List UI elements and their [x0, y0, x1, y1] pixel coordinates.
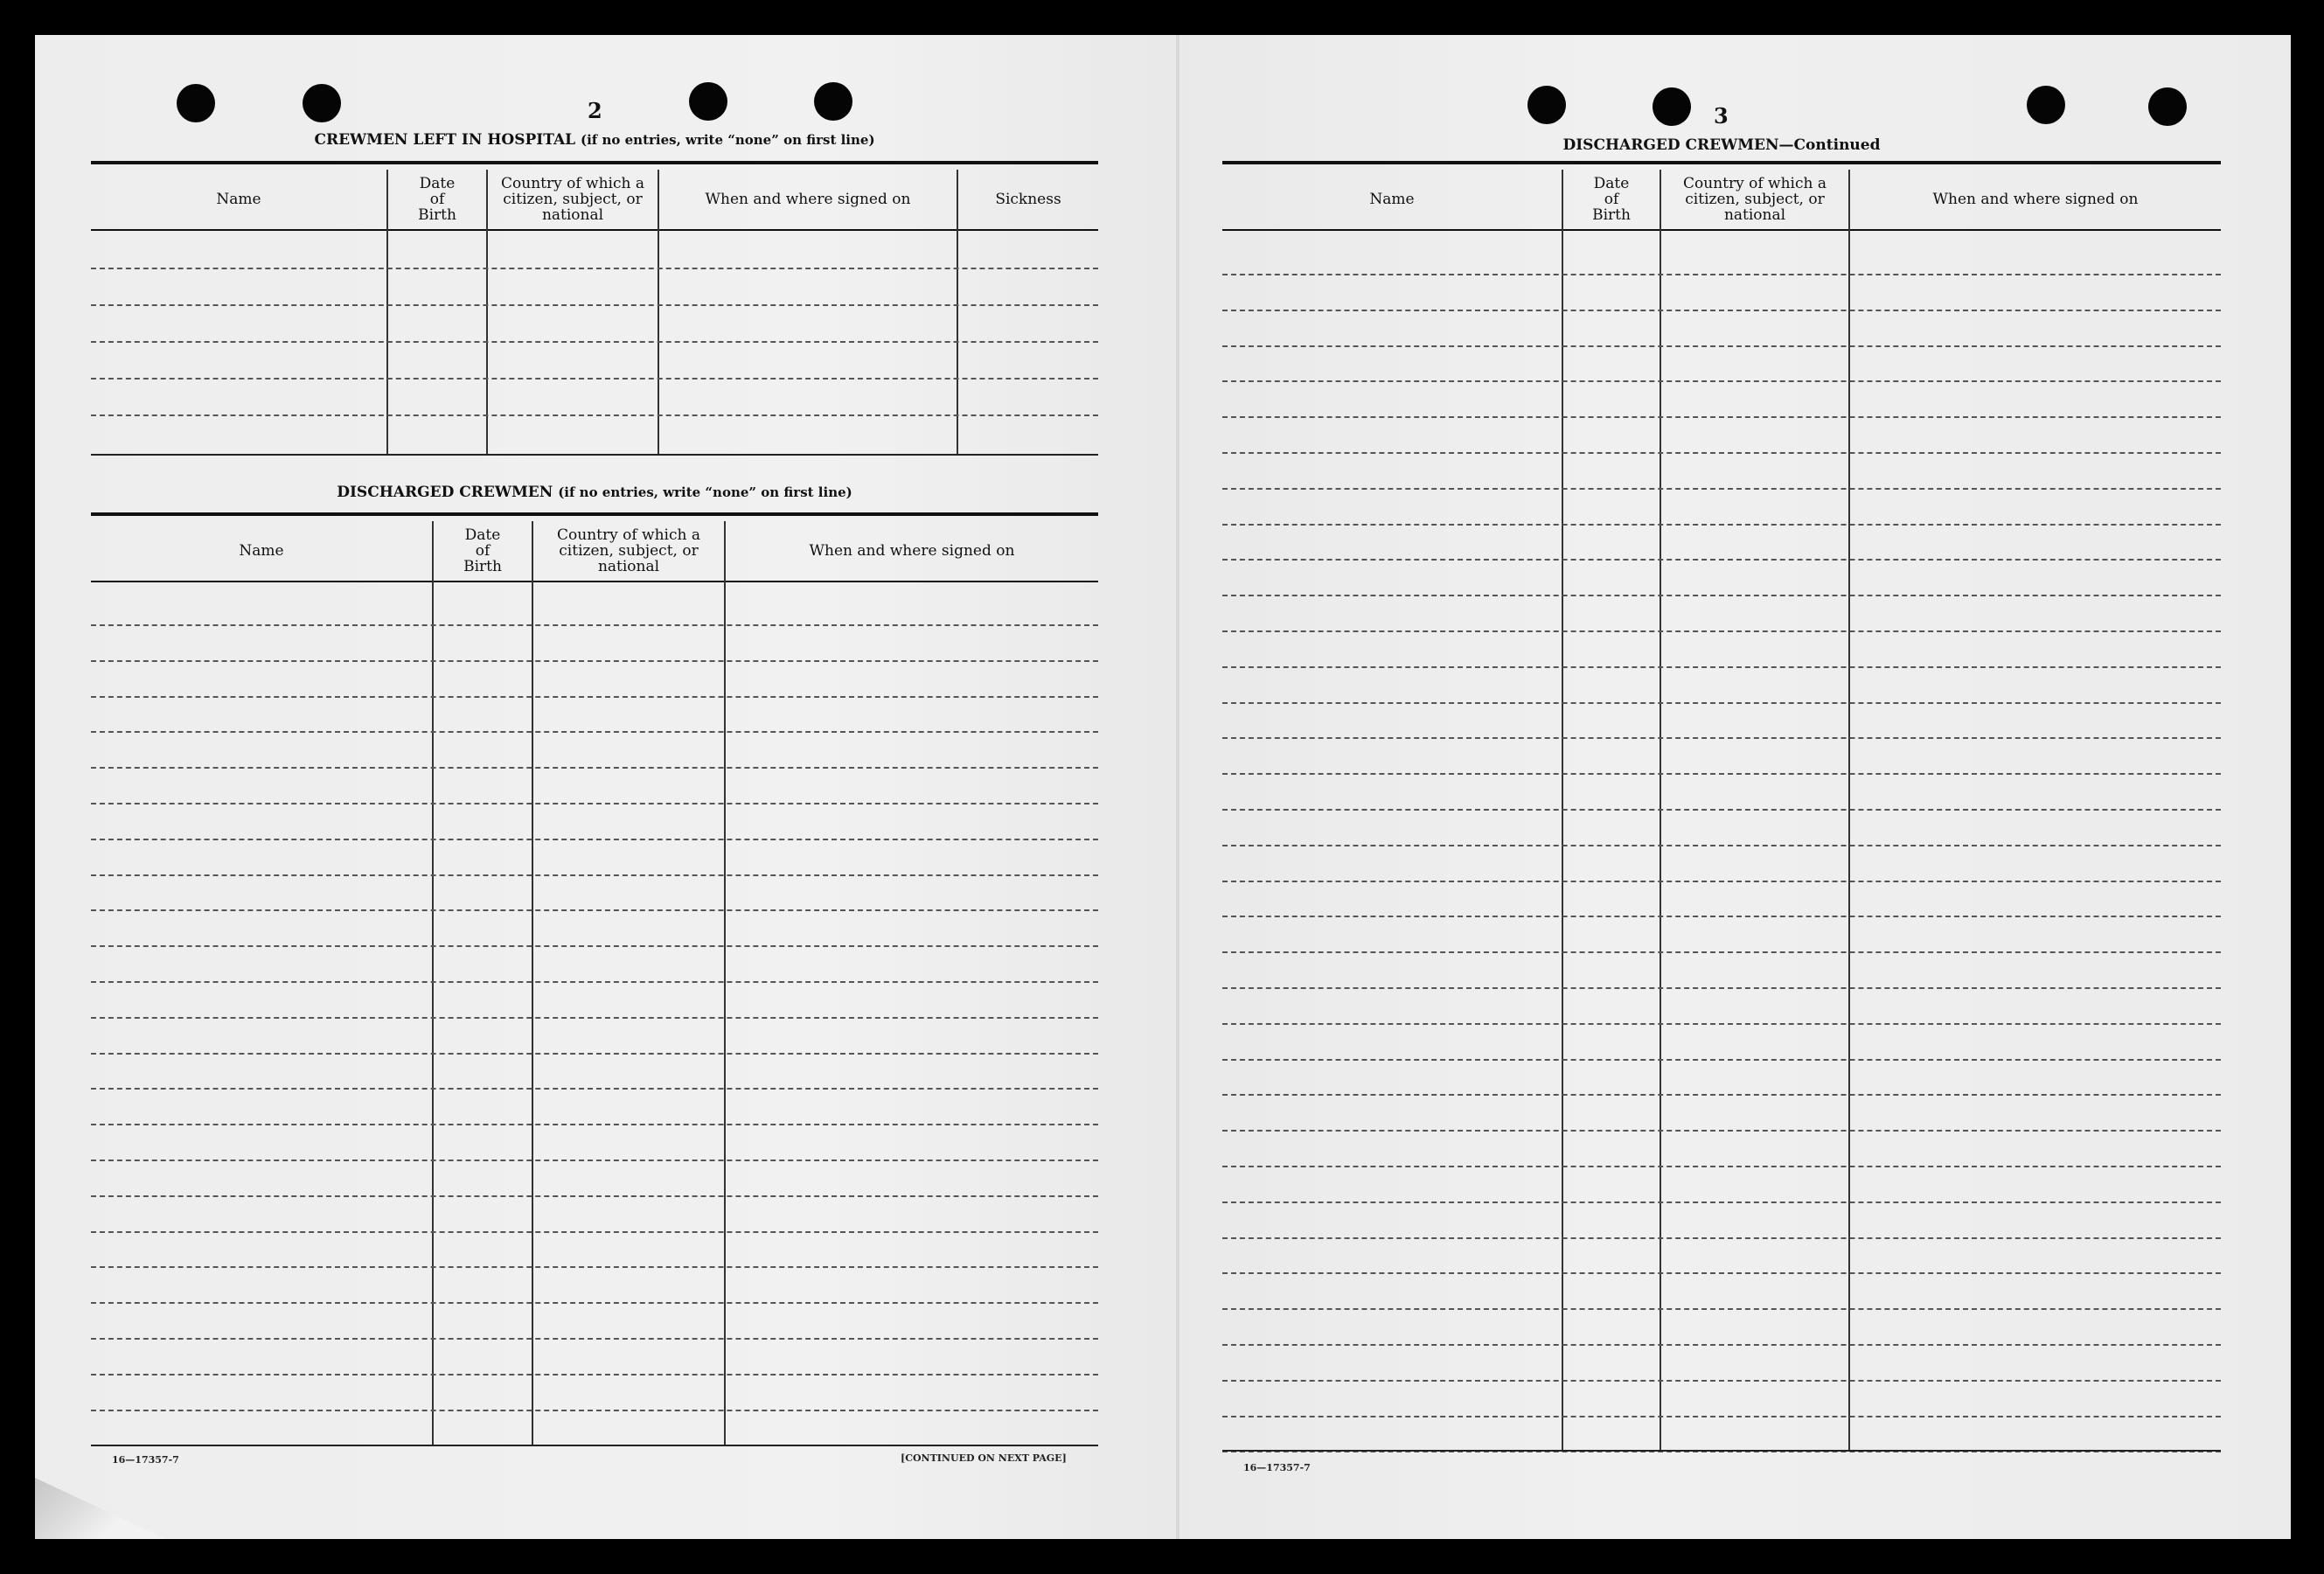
entry-line [1222, 1272, 2221, 1274]
entry-line [91, 874, 1098, 876]
entry-line [1222, 737, 2221, 739]
punch-hole [1653, 87, 1691, 126]
entry-line [91, 767, 1098, 769]
entry-line [91, 839, 1098, 840]
entry-line [1222, 559, 2221, 561]
column-divider [1848, 170, 1850, 1452]
col-date-of-birth: Date of Birth [463, 526, 502, 575]
discharged-table-right [1222, 161, 2221, 1453]
discharged-section-title [91, 484, 1098, 501]
entry-line [1222, 809, 2221, 811]
punch-hole [814, 82, 852, 121]
entry-line [91, 414, 1098, 416]
col-country: Country of which a citizen, subject, or national [1683, 175, 1826, 224]
discharged-continued-title: DISCHARGED CREWMEN—Continued [1562, 136, 1881, 154]
col-sickness: Sickness [995, 191, 1061, 208]
entry-line [1222, 488, 2221, 490]
hospital-section-title [91, 131, 1098, 149]
col-date-of-birth: Date of Birth [1592, 175, 1631, 224]
entry-line [1222, 1344, 2221, 1346]
entry-line [1222, 595, 2221, 596]
entry-line [91, 660, 1098, 662]
col-name: Name [216, 191, 261, 208]
entry-line [91, 803, 1098, 804]
column-divider [1562, 170, 1563, 1452]
entry-line [91, 731, 1098, 733]
form-code-right: 16—17357-7 [1243, 1462, 1311, 1473]
entry-line [1222, 1416, 2221, 1417]
form-code-left: 16—17357-7 [112, 1454, 179, 1466]
center-fold [1176, 35, 1179, 1539]
entry-line [91, 304, 1098, 306]
column-divider [486, 170, 488, 454]
entry-line [1222, 666, 2221, 668]
entry-line [1222, 1380, 2221, 1382]
entry-line [1222, 845, 2221, 846]
table-bottom-rule [1222, 1450, 2221, 1452]
col-country: Country of which a citizen, subject, or national [501, 175, 644, 224]
entry-line [1222, 702, 2221, 704]
entry-line [1222, 416, 2221, 418]
page-number-right: 3 [1714, 103, 1729, 129]
entry-line [1222, 916, 2221, 917]
entry-line [1222, 1094, 2221, 1096]
punch-hole [1527, 86, 1566, 124]
hospital-table-header [91, 170, 1098, 231]
entry-line [1222, 274, 2221, 275]
col-name: Name [1369, 191, 1415, 208]
table-bottom-rule [91, 1445, 1098, 1446]
entry-line [1222, 1201, 2221, 1203]
entry-line [91, 696, 1098, 698]
col-when-where-signed-on: When and where signed on [809, 542, 1015, 560]
entry-line [1222, 524, 2221, 526]
entry-line [1222, 630, 2221, 632]
entry-line [91, 378, 1098, 380]
entry-line [91, 624, 1098, 626]
entry-line [1222, 380, 2221, 382]
hospital-title-text: CREWMEN LEFT IN HOSPITAL [314, 131, 576, 149]
entry-line [91, 981, 1098, 983]
punch-hole [177, 84, 215, 122]
punch-hole [689, 82, 727, 121]
entry-line [1222, 310, 2221, 311]
continued-on-next-page: [CONTINUED ON NEXT PAGE] [901, 1452, 1067, 1464]
punch-hole [2148, 87, 2187, 126]
page-number-left: 2 [588, 98, 602, 123]
table-bottom-rule [91, 454, 1098, 456]
entry-line [91, 1231, 1098, 1233]
entry-line [91, 1266, 1098, 1268]
entry-line [1222, 452, 2221, 454]
col-when-where-signed-on: When and where signed on [705, 191, 911, 208]
entry-line [91, 1338, 1098, 1340]
discharged-continued-header [1222, 170, 2221, 231]
col-when-where-signed-on: When and where signed on [1932, 191, 2139, 208]
entry-line [91, 341, 1098, 343]
punch-hole [2027, 86, 2065, 124]
hospital-title-note: (if no entries, write “none” on first line) [581, 132, 875, 148]
entry-line [1222, 345, 2221, 347]
punch-hole [303, 84, 341, 122]
discharged-table-left [91, 512, 1098, 1448]
column-divider [957, 170, 958, 454]
entry-line [1222, 1059, 2221, 1061]
entry-line [91, 945, 1098, 947]
discharged-table-header [91, 521, 1098, 582]
entry-line [1222, 1166, 2221, 1167]
discharged-title-text: DISCHARGED CREWMEN [337, 484, 553, 501]
entry-line [91, 1124, 1098, 1125]
entry-line [91, 1195, 1098, 1197]
entry-line [91, 1410, 1098, 1411]
entry-line [1222, 1308, 2221, 1310]
entry-line [91, 1017, 1098, 1019]
entry-line [91, 909, 1098, 911]
column-divider [658, 170, 659, 454]
entry-line [91, 1374, 1098, 1376]
entry-line [1222, 881, 2221, 882]
entry-line [91, 1160, 1098, 1161]
entry-line [91, 1088, 1098, 1090]
entry-line [1222, 1023, 2221, 1025]
entry-line [1222, 951, 2221, 953]
entry-line [1222, 773, 2221, 775]
entry-line [91, 1302, 1098, 1304]
col-country: Country of which a citizen, subject, or national [557, 526, 700, 575]
entry-line [1222, 987, 2221, 989]
discharged-title-note: (if no entries, write “none” on first line) [558, 484, 852, 500]
entry-line [1222, 1130, 2221, 1132]
column-divider [1660, 170, 1661, 1452]
entry-line [91, 268, 1098, 269]
entry-line [1222, 1237, 2221, 1239]
col-date-of-birth: Date of Birth [418, 175, 456, 224]
hospital-table [91, 161, 1098, 457]
column-divider [386, 170, 388, 454]
col-name: Name [239, 542, 284, 560]
entry-line [91, 1053, 1098, 1055]
